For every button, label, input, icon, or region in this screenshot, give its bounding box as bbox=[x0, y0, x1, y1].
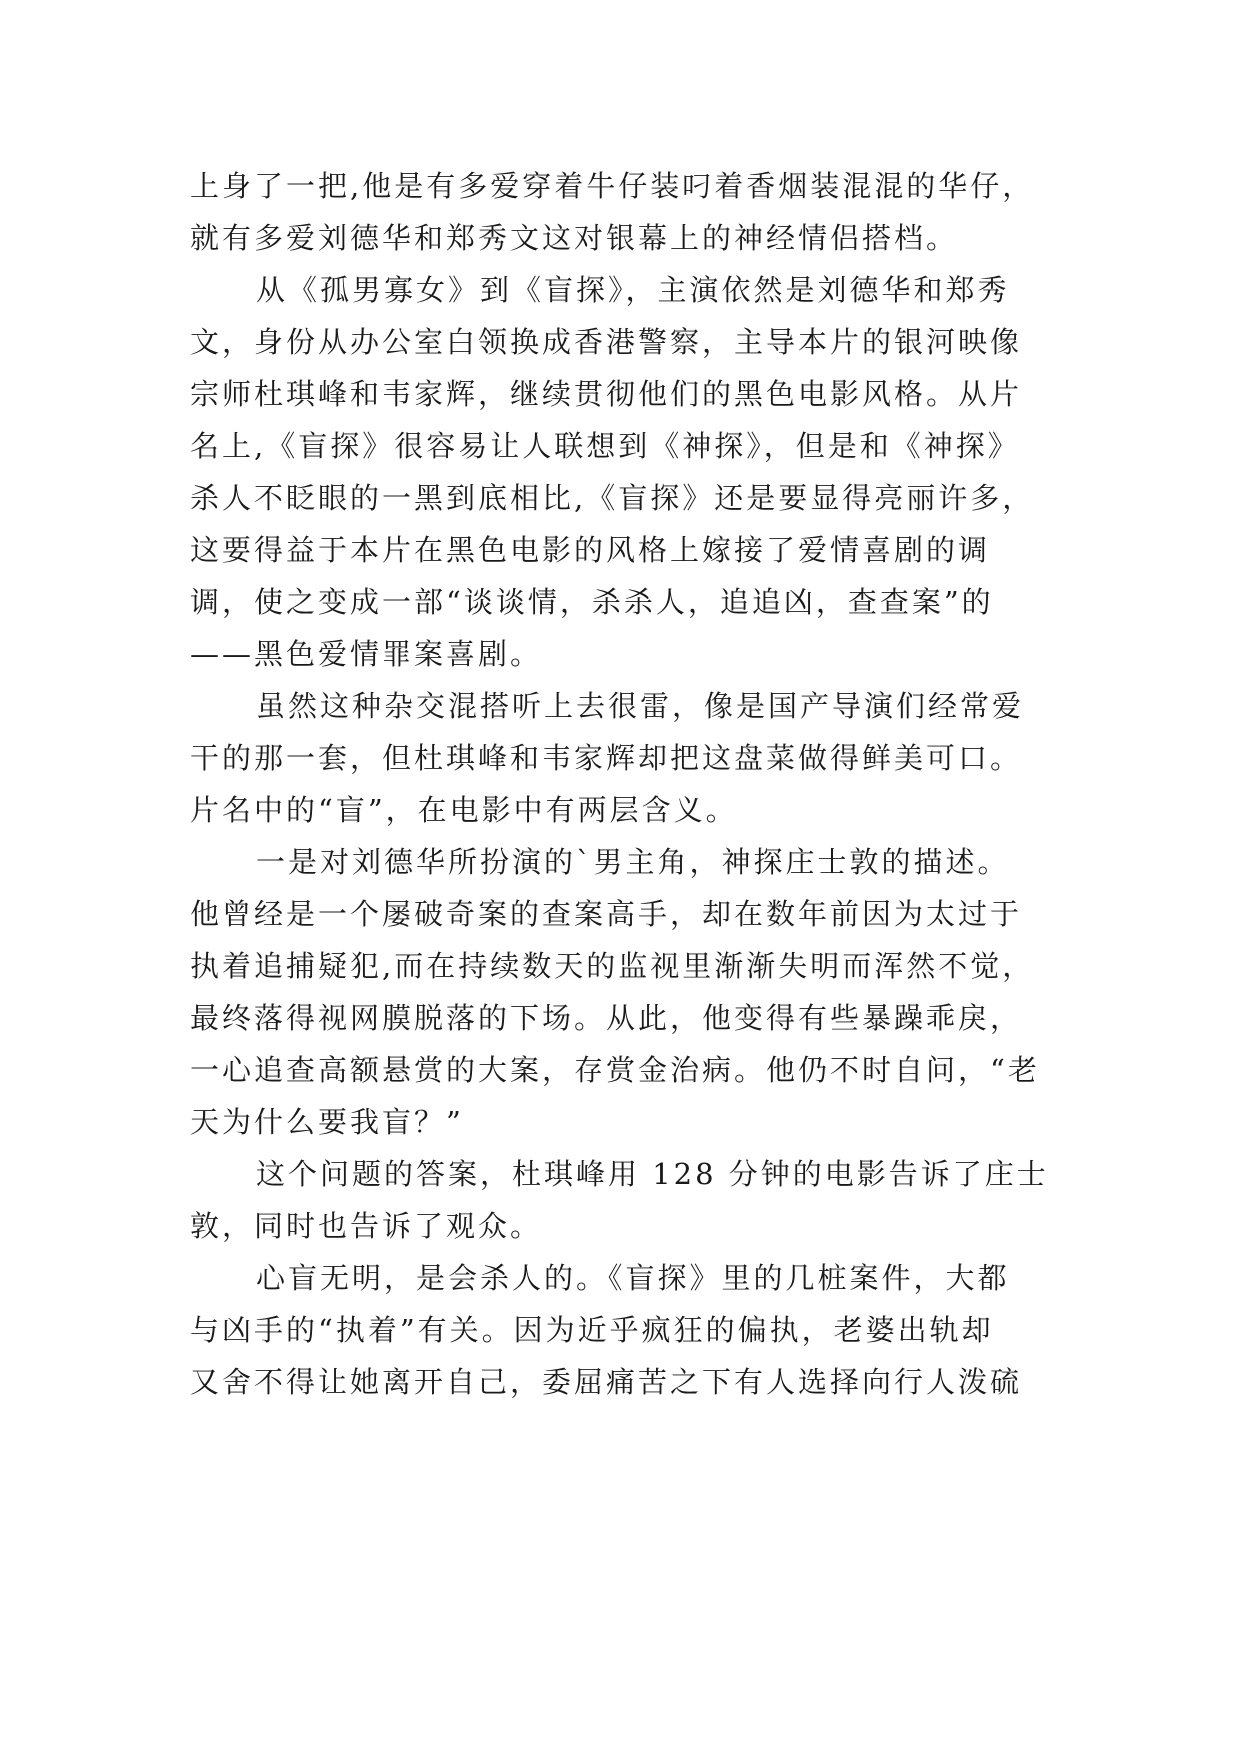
text-line: 杀人不眨眼的一黑到底相比,《盲探》还是要显得亮丽许多， bbox=[190, 481, 1035, 515]
text-line: 宗师杜琪峰和韦家辉，继续贯彻他们的黑色电影风格。从片 bbox=[190, 377, 1023, 411]
text-line: 干的那一套，但杜琪峰和韦家辉却把这盘菜做得鲜美可口。 bbox=[190, 741, 1023, 775]
text-line: 上身了一把,他是有多爱穿着牛仔装叼着香烟装混混的华仔， bbox=[190, 169, 1035, 203]
text-line: 一是对刘德华所扮演的`男主角，神探庄士敦的描述。 bbox=[256, 845, 1010, 879]
text-line: ——黑色爱情罪案喜剧。 bbox=[190, 637, 543, 671]
text-line: 天为什么要我盲？” bbox=[190, 1105, 464, 1139]
text-line: 片名中的“盲”，在电影中有两层含义。 bbox=[190, 793, 738, 827]
text-line: 一心追查高额悬赏的大案，存赏金治病。他仍不时自问，“老 bbox=[190, 1053, 1040, 1087]
text-line: 调，使之变成一部“谈谈情，杀杀人，追追凶，查查案”的 bbox=[190, 585, 994, 619]
text-line: 又舍不得让她离开自己，委屈痛苦之下有人选择向行人泼硫 bbox=[190, 1365, 1023, 1399]
text-line: 就有多爱刘德华和郑秀文这对银幕上的神经情侣搭档。 bbox=[190, 221, 959, 255]
text-line: 文，身份从办公室白领换成香港警察，主导本片的银河映像 bbox=[190, 325, 1023, 359]
text-line: 从《孤男寡女》到《盲探》，主演依然是刘德华和郑秀 bbox=[256, 273, 1010, 307]
text-line: 执着追捕疑犯,而在持续数天的监视里渐渐失明而浑然不觉， bbox=[190, 949, 1035, 983]
text-line: 他曾经是一个屡破奇案的查案高手，却在数年前因为太过于 bbox=[190, 897, 1023, 931]
text-line: 最终落得视网膜脱落的下场。从此，他变得有些暴躁乖戾， bbox=[190, 1001, 1023, 1035]
text-line: 敦，同时也告诉了观众。 bbox=[190, 1209, 543, 1243]
text-line: 这个问题的答案，杜琪峰用 128 分钟的电影告诉了庄士 bbox=[256, 1157, 1049, 1191]
document-body bbox=[190, 160, 1070, 1408]
text-line: 名上,《盲探》很容易让人联想到《神探》，但是和《神探》 bbox=[190, 429, 1020, 463]
text-line: 虽然这种杂交混搭听上去很雷，像是国产导演们经常爱 bbox=[256, 689, 1025, 723]
text-line: 与凶手的“执着”有关。因为近乎疯狂的偏执，老婆出轨却 bbox=[190, 1313, 994, 1347]
text-line: 这要得益于本片在黑色电影的风格上嫁接了爱情喜剧的调 bbox=[190, 533, 991, 567]
text-line: 心盲无明，是会杀人的。《盲探》里的几桩案件，大都 bbox=[256, 1261, 1010, 1295]
